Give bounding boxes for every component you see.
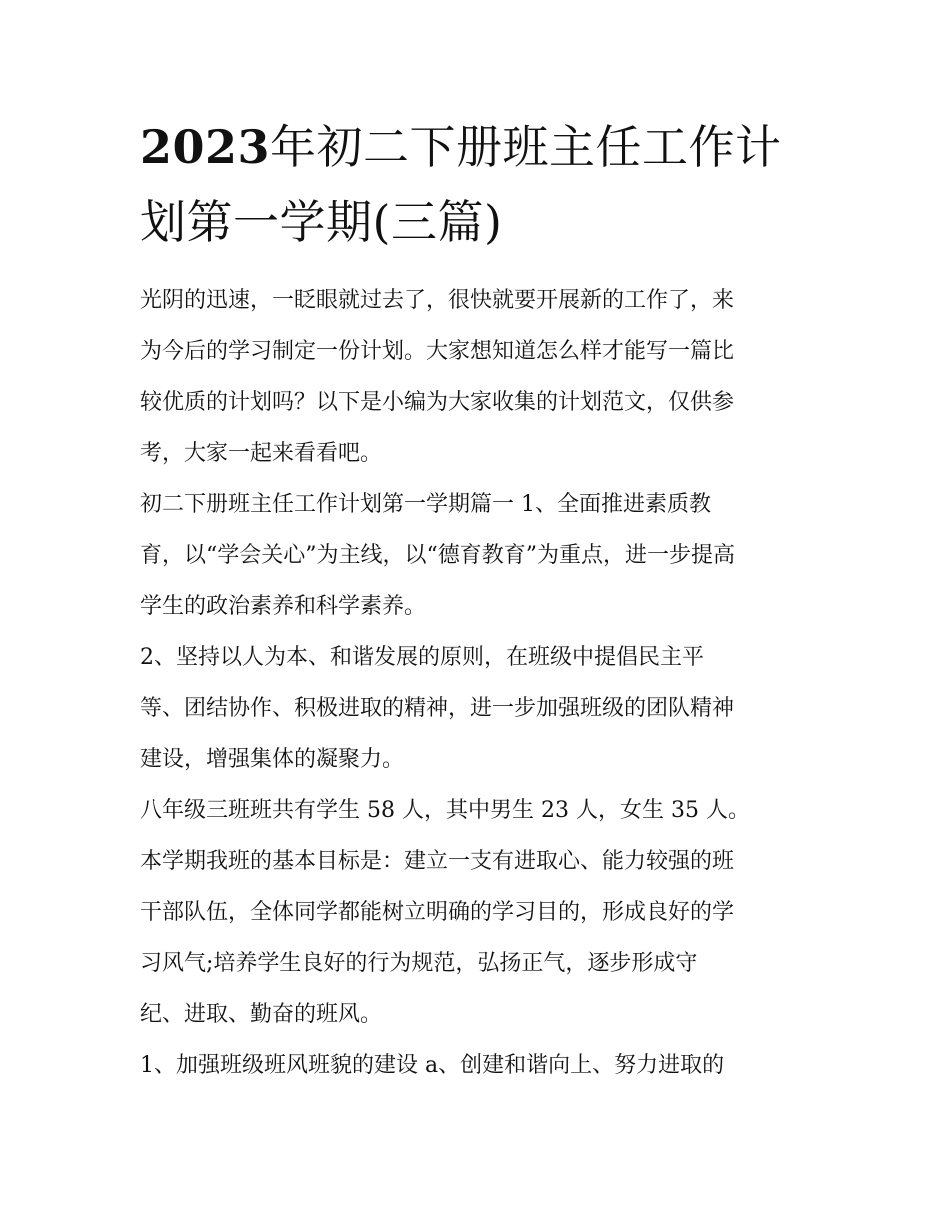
body-line: 本学期我班的基本目标是：建立一支有进取心、能力较强的班 — [140, 849, 735, 874]
title-line-1 — [140, 110, 812, 185]
body-line: 育，以“学会关心”为主线，以“德育教育”为重点，进一步提高 — [140, 543, 735, 568]
body-line: 建设，增强集体的凝聚力。 — [140, 747, 405, 772]
document-body — [140, 275, 812, 1091]
body-line: 较优质的计划吗？以下是小编为大家收集的计划范文，仅供参 — [140, 390, 735, 415]
body-line: 为今后的学习制定一份计划。大家想知道怎么样才能写一篇比 — [140, 339, 735, 364]
body-line: 2、坚持以人为本、和谐发展的原则，在班级中提倡民主平 — [140, 645, 704, 670]
body-line: 纪、进取、勤奋的班风。 — [140, 1002, 383, 1027]
body-line: 光阴的迅速，一眨眼就过去了，很快就要开展新的工作了，来 — [140, 288, 735, 313]
body-line: 考，大家一起来看看吧。 — [140, 441, 383, 466]
body-line: 等、团结协作、积极进取的精神，进一步加强班级的团队精神 — [140, 696, 735, 721]
title-line-2: 划第一学期(三篇) — [140, 195, 503, 249]
body-line: 1、加强班级班风班貌的建设 a、创建和谐向上、努力进取的 — [140, 1053, 725, 1078]
body-line: 初二下册班主任工作计划第一学期篇一 1、全面推进素质教 — [140, 492, 711, 517]
body-line: 干部队伍，全体同学都能树立明确的学习目的，形成良好的学 — [140, 900, 735, 925]
body-line: 学生的政治素养和科学素养。 — [140, 594, 427, 619]
body-line: 习风气;培养学生良好的行为规范，弘扬正气，逐步形成守 — [140, 951, 698, 976]
body-line: 八年级三班班共有学生 58 人，其中男生 23 人，女生 35 人。 — [140, 798, 750, 823]
document-title — [140, 110, 812, 260]
title-text-1: 年初二下册班主任工作计 — [270, 120, 782, 174]
document-page — [140, 110, 812, 1091]
title-year: 2023 — [140, 120, 271, 174]
